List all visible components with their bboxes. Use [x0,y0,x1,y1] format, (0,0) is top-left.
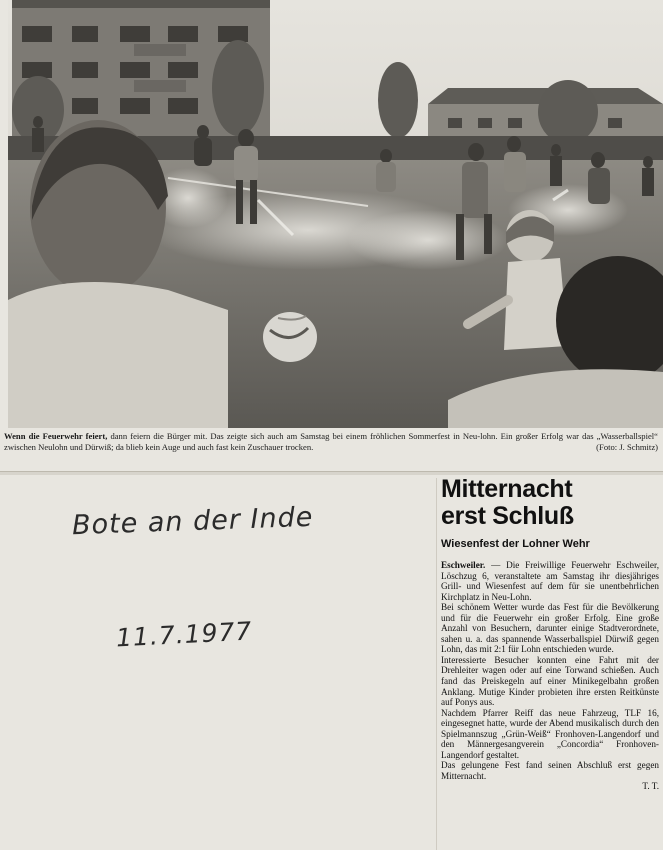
column-divider [436,478,437,850]
caption-lead: Wenn die Feuerwehr feiert, [4,431,108,441]
photo-illustration [8,0,663,428]
paragraph-1: Eschweiler. — Die Freiwillige Feuerwehr Eschweiler, Löschzug 6, veranstaltete am Samstag ihr diesjähriges Grill- und Wiesenfest auf dem für sie unentbehrlichen Kirchplatz in Neu-Lohn. [441,560,659,602]
photo-credit: (Foto: J. Schmitz) [596,441,658,452]
paragraph-2: Bei schönem Wetter wurde das Fest für die Bevölkerung und für die Feuerwehr ein großer Erfolg. Eine große Anzahl von Besuchern, darunter einige Stadtverordnete, sahen u. a. das spannende Wasserballspiel Dürwiß gegen Lohn, das mit 2:1 für Lohn entschieden wurde. [441,602,659,655]
newspaper-photo [8,0,663,428]
paragraph-4: Nachdem Pfarrer Reiff das neue Fahrzeug, TLF 16, eingesegnet hatte, wurde der Abend musikalisch durch den Spielmannszug „Grün-Weiß“ Fronhoven-Langendorf und den Männergesangverein „Concordia“ Fronhoven-Langendorf gestaltet. [441,707,659,760]
headline [441,476,659,530]
water-ball [263,312,317,362]
subheadline: Wiesenfest der Lohner Wehr [441,538,590,550]
dateline: Eschweiler. [441,560,486,570]
article-body [441,560,659,792]
paragraph-3: Interessierte Besucher konnten eine Fahrt mit der Drehleiter wagen oder auf eine Torwand schießen. Auch fand das Preiskegeln auf einer Minikegelbahn großen Anklang. Mutige Kinder probieten ihre ersten Reitkünste auf Ponys aus. [441,654,659,708]
paragraph-5: Das gelungene Fest fand seinen Abschluß erst gegen Mitternacht. [441,760,659,781]
author-signature: T. T. [642,781,659,792]
caption-text: dann feiern die Bürger mit. Das zeigte sich auch am Samstag bei einem fröhlichen Sommerfest in Neu-lohn. Ein großer Erfolg war das „Wasserballspiel“ zwischen Neulohn und Dürwiß; da blieb kein Auge und auch fast kein Zuschauer trocken. [4,431,658,452]
headline-line-2: erst Schluß [441,502,574,530]
handwritten-source: Bote an der Inde [71,501,314,542]
article [441,476,659,792]
photo-caption [4,431,658,452]
handwritten-date: 11.7.1977 [115,616,253,653]
headline-line-1: Mitternacht [441,475,573,503]
